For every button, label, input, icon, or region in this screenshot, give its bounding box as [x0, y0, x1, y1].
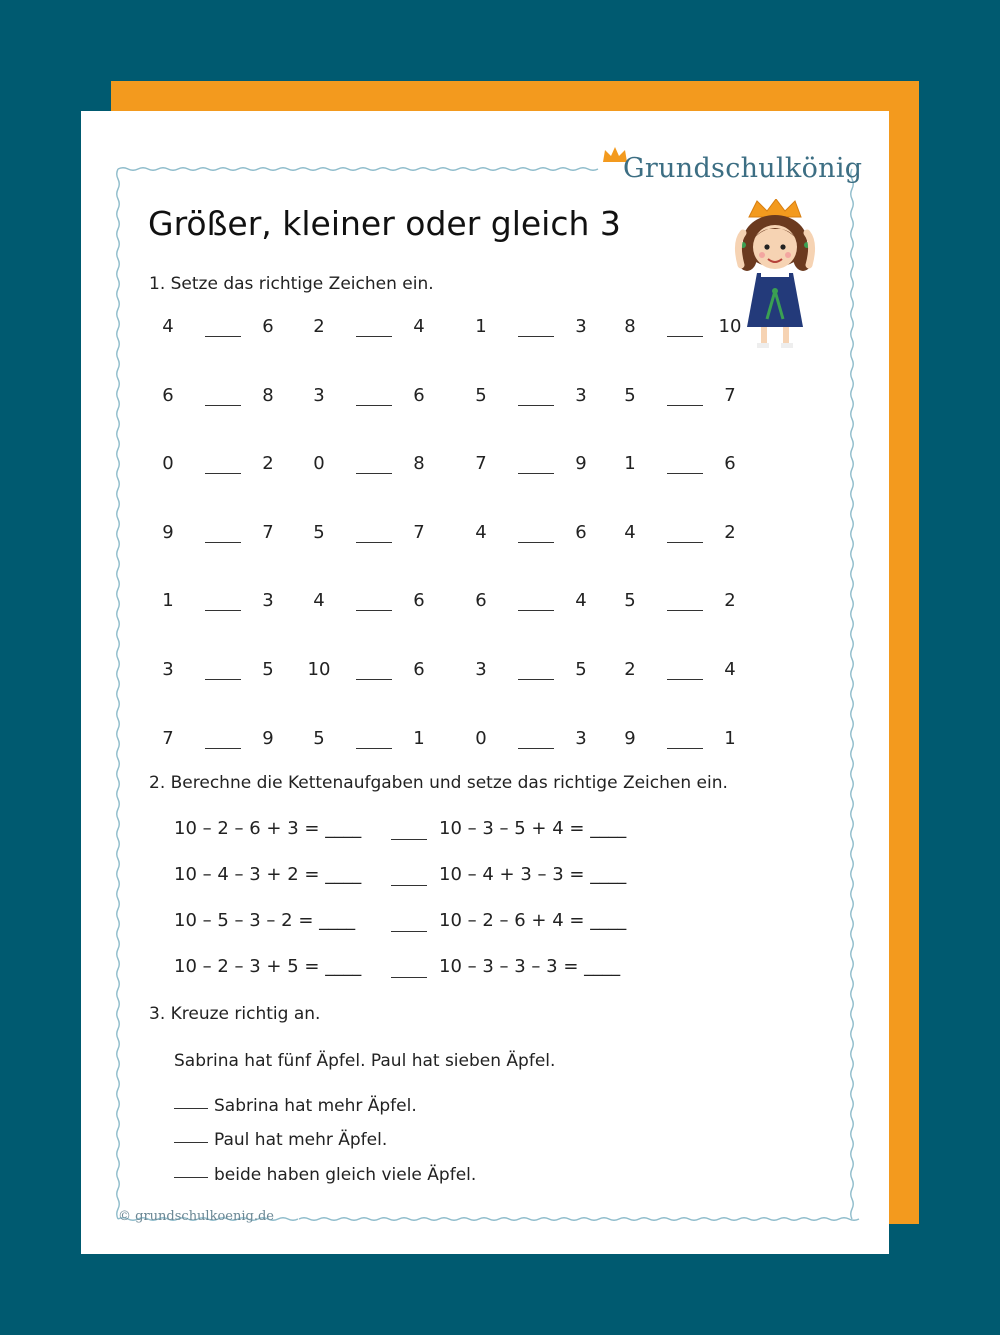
page-title: Größer, kleiner oder gleich 3 — [148, 204, 621, 243]
chain-task-left: 10 – 2 – 3 + 5 = ____ — [174, 956, 362, 977]
chain-task-right: 10 – 4 + 3 – 3 = ____ — [439, 864, 627, 885]
chain-task-left: 10 – 5 – 3 – 2 = ____ — [174, 910, 356, 931]
left-number: 5 — [624, 385, 636, 406]
right-number: 2 — [724, 590, 736, 611]
right-number: 4 — [724, 659, 736, 680]
left-number: 9 — [162, 522, 174, 543]
task3-sentence: Sabrina hat fünf Äpfel. Paul hat sieben Äpfel. — [174, 1051, 556, 1071]
answer-blank[interactable] — [518, 542, 554, 543]
right-number: 6 — [413, 590, 425, 611]
answer-blank[interactable] — [356, 542, 392, 543]
left-number: 3 — [162, 659, 174, 680]
right-number: 3 — [575, 316, 587, 337]
chain-task-right: 10 – 3 – 5 + 4 = ____ — [439, 818, 627, 839]
right-number: 1 — [413, 728, 425, 749]
answer-blank[interactable] — [518, 336, 554, 337]
chain-task-right: 10 – 2 – 6 + 4 = ____ — [439, 910, 627, 931]
checkbox-line[interactable] — [174, 1177, 208, 1178]
left-number: 6 — [475, 590, 487, 611]
girl-with-crown-illustration — [721, 199, 831, 359]
right-number: 7 — [724, 385, 736, 406]
left-number: 4 — [313, 590, 325, 611]
answer-blank[interactable] — [667, 405, 703, 406]
answer-blank[interactable] — [205, 679, 241, 680]
compare-blank[interactable] — [391, 931, 427, 932]
footer-copyright: © grundschulkoenig.de — [118, 1209, 274, 1224]
task2-heading: 2. Berechne die Kettenaufgaben und setze das richtige Zeichen ein. — [149, 773, 728, 793]
answer-blank[interactable] — [667, 748, 703, 749]
left-number: 0 — [313, 453, 325, 474]
left-number: 7 — [475, 453, 487, 474]
answer-blank[interactable] — [667, 679, 703, 680]
right-number: 2 — [724, 522, 736, 543]
left-number: 2 — [624, 659, 636, 680]
answer-blank[interactable] — [518, 748, 554, 749]
answer-blank[interactable] — [356, 610, 392, 611]
right-number: 3 — [575, 728, 587, 749]
left-number: 3 — [313, 385, 325, 406]
answer-blank[interactable] — [667, 336, 703, 337]
left-number: 5 — [313, 522, 325, 543]
chain-task-right: 10 – 3 – 3 – 3 = ____ — [439, 956, 621, 977]
right-number: 2 — [262, 453, 274, 474]
right-number: 3 — [575, 385, 587, 406]
right-number: 8 — [413, 453, 425, 474]
right-number: 5 — [262, 659, 274, 680]
right-number: 1 — [724, 728, 736, 749]
left-number: 8 — [624, 316, 636, 337]
answer-blank[interactable] — [205, 748, 241, 749]
chain-task-left: 10 – 2 – 6 + 3 = ____ — [174, 818, 362, 839]
right-number: 6 — [724, 453, 736, 474]
left-number: 1 — [162, 590, 174, 611]
left-number: 10 — [307, 659, 331, 680]
right-number: 7 — [262, 522, 274, 543]
right-number: 7 — [413, 522, 425, 543]
answer-blank[interactable] — [356, 473, 392, 474]
answer-blank[interactable] — [356, 679, 392, 680]
answer-blank[interactable] — [205, 405, 241, 406]
compare-blank[interactable] — [391, 977, 427, 978]
right-number: 6 — [262, 316, 274, 337]
left-number: 1 — [475, 316, 487, 337]
answer-blank[interactable] — [518, 405, 554, 406]
right-number: 10 — [718, 316, 742, 337]
option-1[interactable]: Sabrina hat mehr Äpfel. — [174, 1096, 417, 1116]
right-number: 8 — [262, 385, 274, 406]
right-number: 9 — [262, 728, 274, 749]
answer-blank[interactable] — [205, 610, 241, 611]
left-number: 2 — [313, 316, 325, 337]
answer-blank[interactable] — [667, 473, 703, 474]
left-number: 5 — [624, 590, 636, 611]
left-number: 4 — [624, 522, 636, 543]
answer-blank[interactable] — [356, 336, 392, 337]
task3-heading: 3. Kreuze richtig an. — [149, 1004, 321, 1024]
answer-blank[interactable] — [518, 610, 554, 611]
compare-blank[interactable] — [391, 839, 427, 840]
compare-blank[interactable] — [391, 885, 427, 886]
right-number: 4 — [413, 316, 425, 337]
checkbox-line[interactable] — [174, 1108, 208, 1109]
left-number: 4 — [475, 522, 487, 543]
left-number: 6 — [162, 385, 174, 406]
answer-blank[interactable] — [518, 473, 554, 474]
left-number: 9 — [624, 728, 636, 749]
answer-blank[interactable] — [667, 610, 703, 611]
left-number: 0 — [162, 453, 174, 474]
answer-blank[interactable] — [205, 473, 241, 474]
answer-blank[interactable] — [667, 542, 703, 543]
chain-task-left: 10 – 4 – 3 + 2 = ____ — [174, 864, 362, 885]
answer-blank[interactable] — [518, 679, 554, 680]
left-number: 4 — [162, 316, 174, 337]
left-number: 7 — [162, 728, 174, 749]
left-number: 5 — [475, 385, 487, 406]
answer-blank[interactable] — [356, 405, 392, 406]
right-number: 3 — [262, 590, 274, 611]
answer-blank[interactable] — [205, 336, 241, 337]
left-number: 0 — [475, 728, 487, 749]
logo-text: Grundschulkönig — [623, 153, 863, 184]
answer-blank[interactable] — [356, 748, 392, 749]
checkbox-line[interactable] — [174, 1142, 208, 1143]
right-number: 9 — [575, 453, 587, 474]
left-number: 3 — [475, 659, 487, 680]
right-number: 6 — [575, 522, 587, 543]
left-number: 5 — [313, 728, 325, 749]
right-number: 6 — [413, 385, 425, 406]
option-2[interactable]: Paul hat mehr Äpfel. — [174, 1130, 387, 1150]
right-number: 6 — [413, 659, 425, 680]
worksheet — [81, 111, 889, 1254]
left-number: 1 — [624, 453, 636, 474]
option-3[interactable]: beide haben gleich viele Äpfel. — [174, 1165, 476, 1185]
answer-blank[interactable] — [205, 542, 241, 543]
task1-heading: 1. Setze das richtige Zeichen ein. — [149, 274, 434, 294]
right-number: 5 — [575, 659, 587, 680]
right-number: 4 — [575, 590, 587, 611]
